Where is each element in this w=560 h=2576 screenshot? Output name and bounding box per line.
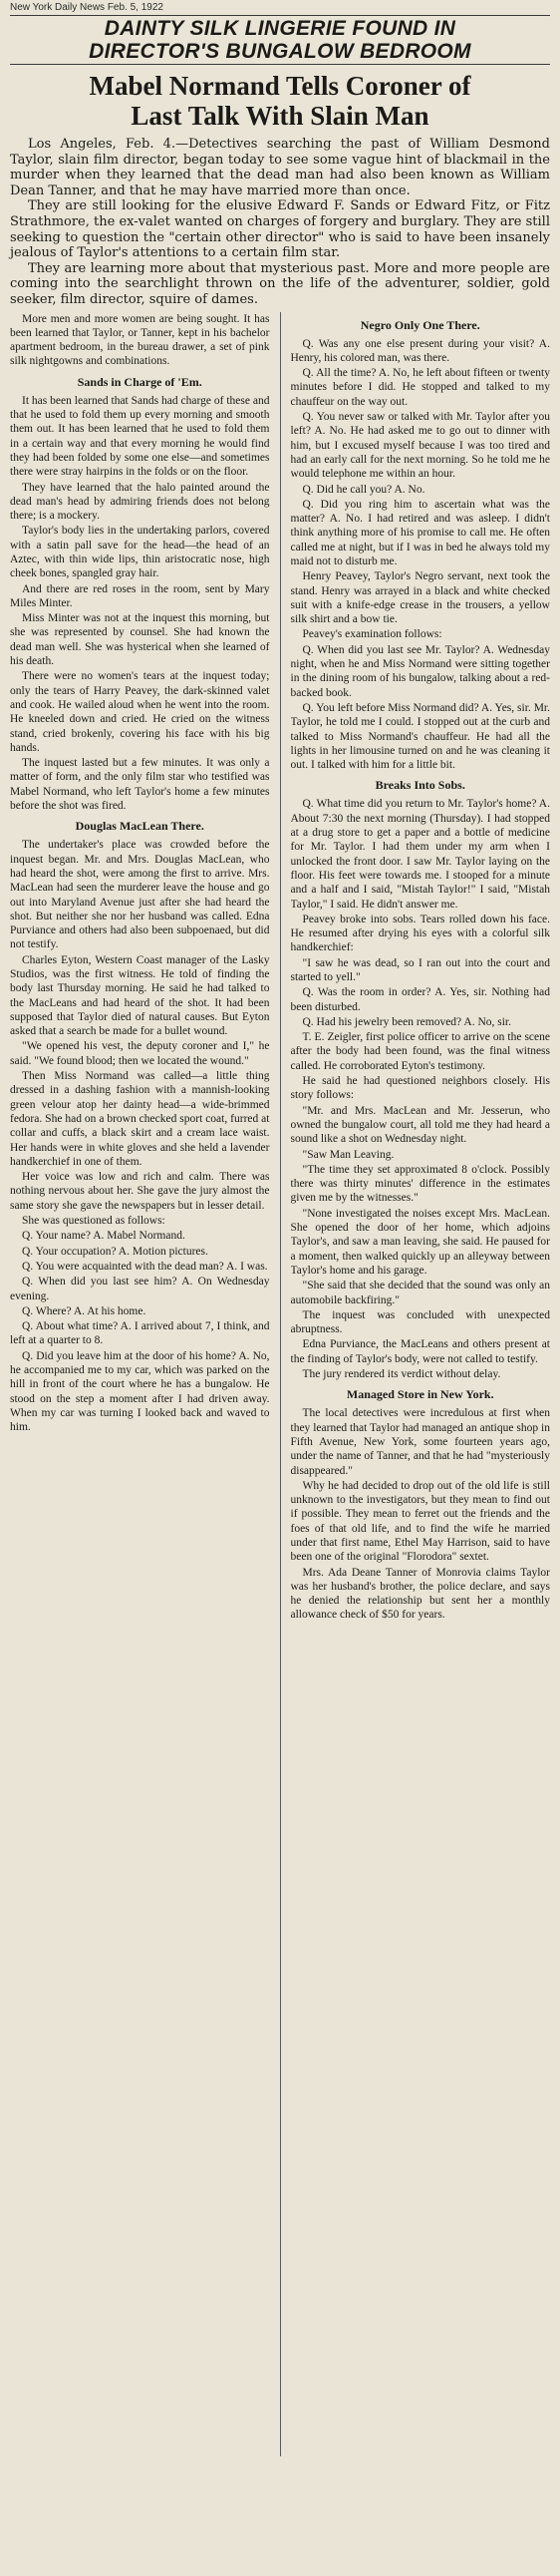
article-paragraph: The jury rendered its verdict without delay. [302, 1368, 501, 1381]
lead-paragraph: They are still looking for the elusive Edward F. Sands or Edward Fitz, or Fitz Strathmore, the ex-valet wanted on charges of forgery and burglary. They are still seeking to question the "certain other director" who is said to have been insanely jealous of Taylor's attentions to a certain film star. [10, 198, 550, 261]
article-paragraph: Q. Where? A. At his home. [22, 1304, 146, 1317]
article-paragraph: Q. Was any one else present during your visit? A. Henry, his colored man, was there. [290, 337, 550, 364]
main-headline [10, 71, 550, 131]
article-paragraph: The inquest lasted but a few minutes. It was only a matter of form, and the only film star who testified was Mabel Normand, who left Taylor's home a few minutes before the shot was fired. [10, 757, 270, 813]
subheading: Sands in Charge of 'Em. [77, 374, 202, 389]
article-paragraph: Miss Minter was not at the inquest this morning, but she was represented by counsel. She had known the dead man well. She was hysterical when she learned of his death. [10, 612, 270, 668]
article-paragraph: They have learned that the halo painted around the dead man's head by admiring friends does not belong there; is a mockery. [10, 481, 270, 523]
lead-paragraph: Los Angeles, Feb. 4.—Detectives searching the past of William Desmond Taylor, slain film director, began today to see some vague hint of blackmail in the murder when they learned that the dead man had also been known as William Dean Tanner, and that he may have married more than once. [10, 137, 550, 198]
article-paragraph: Q. Did you leave him at the door of his home? A. No, he accompanied me to my car, which was parked on the hill in front of the court where he has a bungalow. He stood on the step a moment after I had driven away. When my car was turning I looked back and waved to him. [10, 1349, 270, 1434]
article-columns [10, 312, 550, 2456]
article-paragraph: Q. When did you last see him? A. On Wednesday evening. [10, 1276, 270, 1302]
article-paragraph: It has been learned that Sands had charge of these and that he used to fold them up every morning and smooth them out. It has been learned that he used to fold them in a certain way and that every morning he would find they had been folded by some one else—and sometimes there were stray hairpins in the folds or on the floor. [10, 394, 270, 479]
article-paragraph: Henry Peavey, Taylor's Negro servant, next took the stand. Henry was arrayed in a black and white checked suit with a knife-edge crease in the trousers, a yellow silk shirt and a bow tie. [290, 570, 550, 626]
lead-paragraphs [10, 137, 550, 308]
article-column-right [291, 312, 551, 2456]
article-paragraph: Q. You were acquainted with the dead man? A. I was. [22, 1260, 268, 1273]
article-paragraph: "We opened his vest, the deputy coroner and I," he said. "We found blood; then we located the wound." [10, 1040, 270, 1067]
kicker-rule [10, 64, 550, 65]
column-divider [280, 312, 281, 2456]
article-paragraph: Edna Purviance, the MacLeans and others present at the finding of Taylor's body, were not called to testify. [290, 1338, 550, 1365]
article-paragraph: Q. Had his jewelry been removed? A. No, sir. [302, 1015, 512, 1028]
article-paragraph: Mrs. Ada Deane Tanner of Monrovia claims Taylor was her husband's brother, the police declare, and says he denied the relationship but sent her a monthly allowance check of $50 for years. [290, 1566, 550, 1622]
article-paragraph: The undertaker's place was crowded before the inquest began. Mr. and Mrs. Douglas MacLean, who had heard the shot, were among the first to arrive. Mrs. MacLean had seen the murderer leave the house and go out into Maryland Avenue just after she had heard the shot. But neither she nor her husband was called. Edna Purviance and others had also been subpoenaed, but did not testify. [10, 839, 270, 951]
article-paragraph: Q. What time did you return to Mr. Taylor's home? A. About 7:30 the next morning (Thursday). I had stopped at a drug store to get a paper and a bottle of medicine for Mr. Taylor. I had them under my arm when I unlocked the front door. I saw Mr. Taylor laying on the floor. His feet were towards me. I stooped for a minute and a half and I said, "Mistah Taylor!" I said, "Mistah Taylor," I said. He didn't answer me. [290, 798, 550, 911]
article-paragraph: Why he had decided to drop out of the old life is still unknown to the investigators, but they mean to find out if possible. They mean to ferret out the friends and the foes of that old life, and to find the wife he married under that first name, Ethel May Harrison, said to have been one of the original "Florodora" sextet. [290, 1479, 550, 1564]
article-paragraph: He said he had questioned neighbors closely. His story follows: [290, 1075, 550, 1102]
article-paragraph: She was questioned as follows: [22, 1215, 165, 1228]
article-paragraph: Peavey's examination follows: [302, 628, 442, 641]
kicker-line: DIRECTOR'S BUNGALOW BEDROOM [89, 40, 471, 63]
article-paragraph: The local detectives were incredulous at first when they learned that Taylor had managed an antique shop in Fifth Avenue, New York, some fourteen years ago, under the name of Tanner, and that he had "mysteriously disappeared." [290, 1407, 550, 1477]
subheading: Breaks Into Sobs. [375, 778, 465, 793]
article-paragraph: Charles Eyton, Western Coast manager of the Lasky Studios, was the first witness. He told of finding the body last Thursday morning. He said he had talked to the MacLeans and had heard of the shot. It had been supposed that Taylor died of natural causes. But Eyton asked that a search be made for a bullet wound. [10, 953, 270, 1038]
subheading: Negro Only One There. [360, 317, 480, 332]
subheading: Douglas MacLean There. [75, 819, 204, 834]
article-paragraph: Then Miss Normand was called—a little thing dressed in a dashing fashion with a mannish-looking green velour atop her dainty head—a wide-brimmed fedora. She had on a brown checked sport coat, furred at collar and cuffs, a black skirt and a cream lace waist. Her hands were in white gloves and she held a lavender handkerchief in one of them. [10, 1070, 270, 1168]
article-paragraph: "None investigated the noises except Mrs. MacLean. She opened the door of her home, which adjoins Taylor's, and saw a man leaving, she said. He paused for a moment, then walked quickly up an alleyway between Taylor's home and his garage. [290, 1207, 550, 1277]
article-paragraph: Q. Did he call you? A. No. [302, 483, 425, 496]
article-paragraph: There were no women's tears at the inquest today; only the tears of Harry Peavey, the dark-skinned valet and cook. He wailed aloud when he went into the room. He kneeled down and cried. He cried on the witness stand, cried brokenly, covering his face with his big hands. [10, 670, 270, 754]
article-paragraph: More men and more women are being sought. It has been learned that Taylor, or Tanner, kept in his bachelor apartment bedroom, in the bureau drawer, a set of pink silk nightgowns and combinations. [10, 312, 270, 368]
kicker-headline [10, 17, 550, 63]
article-paragraph: "Saw Man Leaving. [302, 1148, 395, 1161]
article-column-left [10, 312, 270, 2456]
article-paragraph: Q. About what time? A. I arrived about 7, I think, and left at a quarter to 8. [10, 1320, 270, 1347]
article-paragraph: Q. Did you ring him to ascertain what was the matter? A. No. I had retired and was asleep. I didn't think anything more of his promise to call me. He often called me at night, but if I was in bed he always told my maid not to disturb me. [290, 498, 550, 567]
masthead: New York Daily News Feb. 5, 1922 [10, 2, 163, 13]
article-paragraph: The inquest was concluded with unexpected abruptness. [290, 1308, 550, 1336]
article-paragraph: Q. When did you last see Mr. Taylor? A. Wednesday night, when he and Miss Normand were sitting together in the dining room of his bungalow, talking about a red-backed book. [290, 643, 550, 699]
kicker-line: DAINTY SILK LINGERIE FOUND IN [104, 17, 456, 40]
article-paragraph: And there are red roses in the room, sent by Mary Miles Minter. [10, 582, 270, 609]
article-paragraph: "Mr. and Mrs. MacLean and Mr. Jesserun, who owned the bungalow court, all told me they had heard a sound like a shot on Wednesday night. [290, 1104, 550, 1146]
lead-paragraph: They are learning more about that mysterious past. More and more people are coming into the searchlight thrown on the life of the adventurer, soldier, gold seeker, film director, squire of dames. [10, 260, 550, 307]
article-paragraph: Peavey broke into sobs. Tears rolled down his face. He resumed after drying his eyes with a colorful silk handkerchief: [290, 913, 550, 954]
article-paragraph: Q. You left before Miss Normand did? A. Yes, sir. Mr. Taylor, he told me I could. I stopped out at the curb and talked to Miss Normand's chauffeur. He had all the lights in her limousine turned on and he was cleaning it out. I talked with him for a little bit. [290, 701, 550, 772]
article-paragraph: "I saw he was dead, so I ran out into the court and started to yell." [290, 956, 550, 983]
article-paragraph: Q. All the time? A. No, he left about fifteen or twenty minutes before I did. He stopped and talked to my chauffeur on the way out. [290, 367, 550, 408]
headline-line: Mabel Normand Tells Coroner of [89, 71, 471, 101]
article-paragraph: Q. You never saw or talked with Mr. Taylor after you left? A. No. He had asked me to go out to dinner with him, but I excused myself because I was too tired and had an early call for the next morning. So he told me he would telephone me within an hour. [290, 411, 550, 481]
top-rule [10, 15, 550, 16]
headline-line: Last Talk With Slain Man [131, 101, 429, 131]
article-paragraph: Q. Your occupation? A. Motion pictures. [22, 1245, 208, 1258]
subheading: Managed Store in New York. [346, 1387, 494, 1402]
article-paragraph: T. E. Zeigler, first police officer to arrive on the scene after the body had been found, was the final witness called. He corroborated Eyton's testimony. [290, 1031, 550, 1072]
article-paragraph: Q. Your name? A. Mabel Normand. [22, 1230, 185, 1243]
article-paragraph: Her voice was low and rich and calm. There was nothing nervous about her. She gave the jury almost the same story she gave the newspapers but in lesser detail. [10, 1171, 270, 1212]
article-paragraph: Taylor's body lies in the undertaking parlors, covered with a satin pall save for the head—the head of an Aztec, with thin wide lips, thin aristocratic nose, high cheek bones, spangled gray hair. [10, 525, 270, 580]
article-paragraph: "The time they set approximated 8 o'clock. Possibly there was thirty minutes' difference in the estimates given me by the witnesses." [290, 1163, 550, 1205]
article-paragraph: Q. Was the room in order? A. Yes, sir. Nothing had been disturbed. [290, 986, 550, 1013]
article-paragraph: "She said that she decided that the sound was only an automobile backfiring." [290, 1280, 550, 1306]
